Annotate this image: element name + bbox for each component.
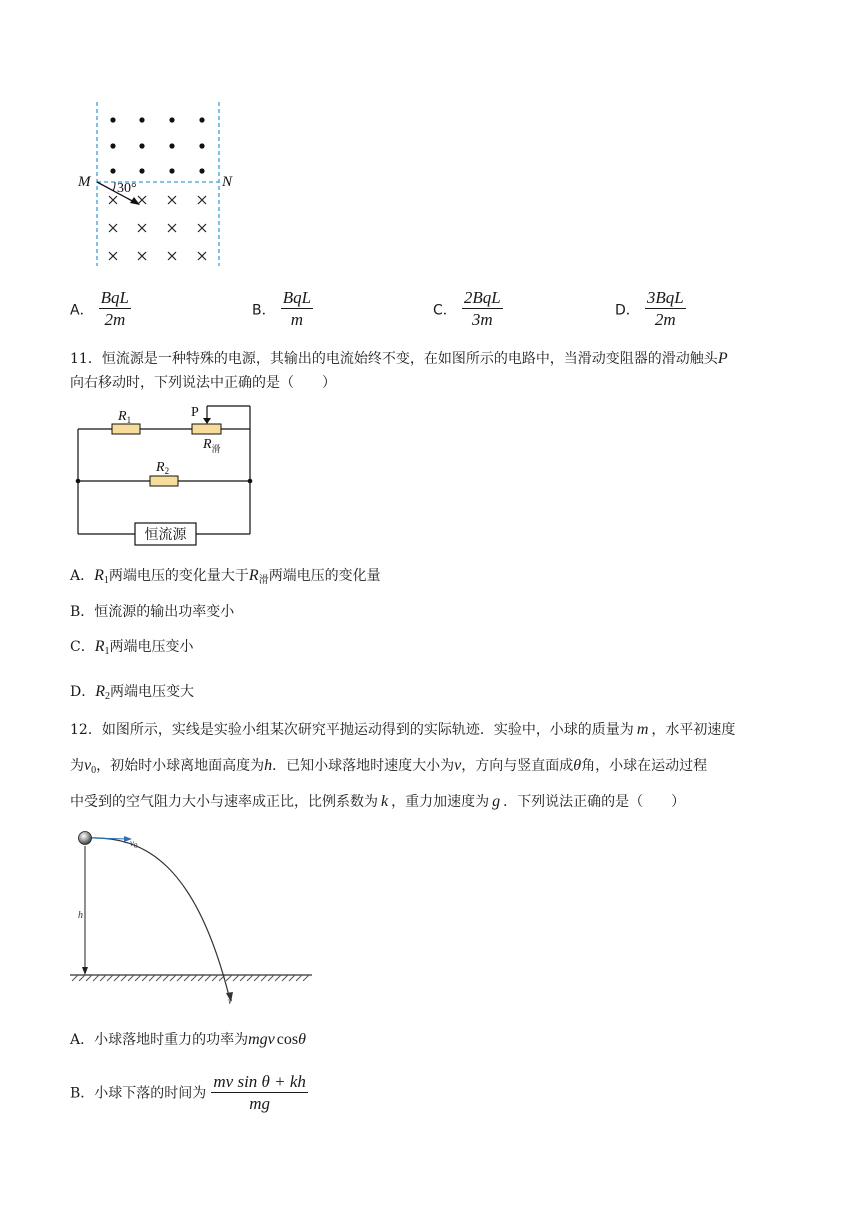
q12-stem-line2 [70,756,707,781]
numerator: BqL [100,288,130,307]
denominator: 2m [654,310,676,329]
fraction [211,1072,308,1115]
r1-sub: 1 [126,415,132,425]
q12-stem-line3 [70,792,685,812]
option-label: D． [615,302,640,319]
var-sub: 0 [91,765,97,776]
q10-option-a [70,288,131,331]
q10-option-c [433,288,503,331]
q11-option-c [70,637,194,662]
q12-option-b [70,1072,308,1115]
var-h: h [264,757,273,774]
circuit-figure [70,398,260,550]
q12-text: 12．如图所示，实线是实验小组某次研究平抛运动得到的实际轨迹．实验中，小球的质量为 [70,722,634,738]
q12-text: ．已知小球落地时速度大小为 [272,758,455,774]
var-v0: v [84,757,92,774]
h-label: h [78,910,83,921]
q11-option-b: B．恒流源的输出功率变小 [70,604,235,620]
slider-p-label: P [191,405,199,420]
denominator: 2m [104,310,126,329]
q10-option-d [615,288,686,331]
q11-stem-line1 [70,349,728,369]
r1-label: R [118,409,127,424]
q11-option-a [70,566,381,591]
option-text: 两端电压的变化量大于 [108,568,249,584]
var-g: g [492,793,501,810]
denominator: m [290,310,304,329]
q12-text: ．下列说法正确的是（ ） [503,794,686,810]
svg-text:R滑 [202,437,221,455]
q12-text: ，重力加速度为 [391,794,490,810]
option-label: D． [70,684,96,700]
denominator: mg [249,1094,271,1113]
var-m: m [636,721,649,738]
var-r: R [94,638,105,655]
var-theta: θ [298,1031,306,1048]
projectile-figure [66,826,316,1010]
q12-text: ，初始时小球离地面高度为 [96,758,265,774]
option-label: A． [70,568,95,584]
numerator: mv sin θ + kh [213,1072,306,1091]
fraction [281,288,313,331]
q12-text: 中受到的空气阻力大小与速率成正比，比例系数为 [70,794,378,810]
current-source-label: 恒流源 [144,527,187,543]
numerator: 2BqL [463,288,501,307]
fraction [99,288,131,331]
var-r: R [95,683,106,700]
q12-text: ，方向与竖直面成 [461,758,574,774]
label-m: M [78,174,91,190]
r2-label: R [156,460,165,475]
var-p: P [717,350,728,367]
q11-text: 11．恒流源是一种特殊的电源，其输出的电流始终不变，在如图所示的电路中，当滑动变阻器的滑动触头 [70,351,718,367]
option-text: 两端电压的变化量 [268,568,381,584]
svg-text:R1 [117,409,131,425]
option-text: 两端电压变小 [109,639,194,655]
denominator: 3m [471,310,493,329]
var-sub: 1 [104,646,110,657]
q12-option-a [70,1030,306,1050]
r2-sub: 2 [164,466,170,476]
var-sub: 滑 [258,575,269,586]
var-sub: 2 [105,691,111,702]
q10-option-b [252,288,313,331]
q12-text: 为 [70,758,84,774]
option-label: A． [70,302,94,319]
q12-text: 角，小球在运动过程 [581,758,708,774]
rslide-sub: 滑 [211,445,221,455]
var-k: k [381,793,389,810]
var-r: R [248,567,259,584]
svg-text:v0 [130,838,138,850]
q12-stem-line1 [70,720,735,740]
option-label: C． [70,639,95,655]
option-text: A．小球落地时重力的功率为 [70,1032,249,1048]
cos: cos [276,1031,299,1048]
numerator: 3BqL [646,288,684,307]
option-text: 两端电压变大 [110,684,195,700]
angle-label: 30° [117,181,137,196]
fraction [645,288,686,331]
var-v: v [454,757,462,774]
rslide-label: R [203,437,212,452]
expr: mgv [248,1031,275,1048]
v-label: v [228,996,232,1006]
label-n: N [222,174,233,190]
option-label: B． [252,302,276,319]
option-text: B．小球下落的时间为 [70,1085,207,1102]
option-label: C． [433,302,457,319]
v0-label: v [130,838,134,848]
q12-text: ，水平初速度 [651,722,736,738]
magnetic-field-figure [70,96,250,271]
q11-stem-line2: 向右移动时，下列说法中正确的是（ ） [70,375,336,391]
var-theta: θ [573,757,582,774]
q11-option-d [70,682,194,707]
fraction [462,288,503,331]
svg-text:R2 [155,460,169,476]
var-r: R [94,567,104,584]
numerator: BqL [282,288,312,307]
v0-sub: 0 [134,842,138,850]
var-sub: 1 [103,575,109,586]
